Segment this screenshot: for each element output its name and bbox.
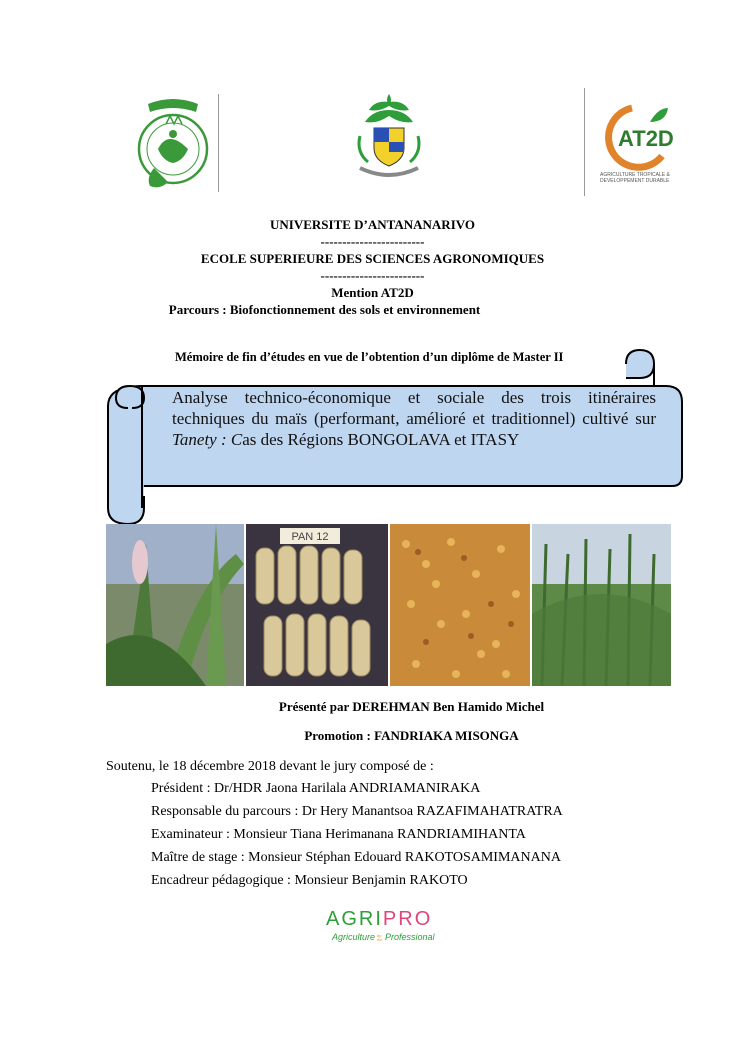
photo-maize-field <box>532 524 671 686</box>
photo-maize-ears <box>246 524 388 686</box>
thesis-title <box>172 387 656 450</box>
school-name: ECOLE SUPERIEURE DES SCIENCES AGRONOMIQUES <box>200 251 545 266</box>
jury-member: Président : Dr/HDR Jaona Harilala ANDRIAMANIRAKA <box>151 781 481 796</box>
university-name: UNIVERSITE D’ANTANANARIVO <box>270 217 475 232</box>
promotion: Promotion : FANDRIAKA MISONGA <box>304 728 519 743</box>
separator-1: ------------------------ <box>320 234 425 249</box>
agripro-wordmark: AGRIPRO <box>326 908 433 930</box>
sign-label: PAN 12 <box>291 531 329 543</box>
thesis-title-italic: Tanety : C <box>172 430 243 449</box>
at2d-caption-line2: DEVELOPPEMENT DURABLE <box>600 178 670 184</box>
jury-member: Responsable du parcours : Dr Hery Manantsoa RAZAFIMAHATRATRA <box>151 804 563 819</box>
at2d-mark: AT2D <box>618 126 674 151</box>
thesis-title-part1: Analyse technico-économique et sociale des trois itinéraires techniques du maïs (performant, amélioré et traditionnel) cultivé sur <box>172 388 656 428</box>
agripro-tagline: Agriculture $^{by}$ for Professional <box>332 932 435 942</box>
at2d-caption <box>600 172 686 184</box>
photo-maize-grains <box>390 524 530 686</box>
presented-by: Présenté par DEREHMAN Ben Hamido Michel <box>278 699 545 714</box>
photo-maize-plant <box>106 524 244 686</box>
memoire-line: Mémoire de fin d’études en vue de l’obtention d’un diplôme de Master II <box>175 350 564 364</box>
jury-member: Encadreur pédagogique : Monsieur Benjamin RAKOTO <box>151 873 468 888</box>
maize-photo-strip <box>106 524 671 686</box>
divider-left <box>218 94 219 192</box>
jury-member: Examinateur : Monsieur Tiana Herimanana RANDRIAMIHANTA <box>151 827 526 842</box>
mention: Mention AT2D <box>331 285 414 300</box>
at2d-caption-line1: AGRICULTURE TROPICALE & <box>600 172 670 178</box>
universite-seal <box>348 92 430 184</box>
ecole-logo <box>128 94 218 192</box>
agripro-logo <box>326 905 476 945</box>
separator-2: ------------------------ <box>320 268 425 283</box>
jury-intro: Soutenu, le 18 décembre 2018 devant le jury composé de : <box>106 759 434 774</box>
thesis-title-part2: as des Régions BONGOLAVA et ITASY <box>242 430 520 449</box>
divider-right <box>584 88 585 196</box>
parcours: Parcours : Biofonctionnement des sols et environnement <box>168 302 481 317</box>
jury-member: Maître de stage : Monsieur Stéphan Edouard RAKOTOSAMIMANANA <box>151 850 561 865</box>
